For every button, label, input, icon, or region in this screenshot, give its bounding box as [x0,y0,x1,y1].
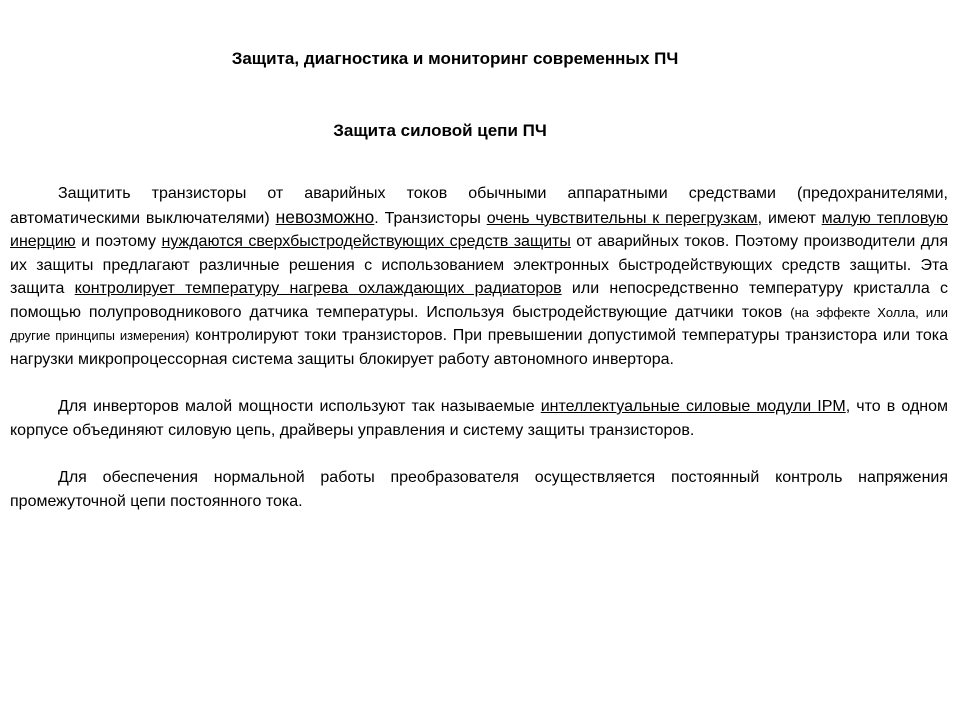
underlined-text-run: невозможно [275,206,375,227]
underlined-text-run: нуждаются сверхбыстродействующих средств защиты [161,233,571,250]
page-title: Защита, диагностика и мониторинг современных ПЧ [231,49,679,68]
body-text [10,182,948,513]
text-run: , имеют [757,209,822,227]
text-run: . Транзисторы [374,209,487,227]
text-run: или непосредственно температуру кристалла с помощью полупроводникового датчика температуры. Используя быстродействующие датчики токов [10,280,949,321]
text-run: контролируют токи транзисторов. При превышении допустимой температуры транзистора или тока нагрузки микропроцессорная система защиты блокирует работу автономного инвертора. [10,327,948,368]
underlined-text-run: интеллектуальные силовые модули IPM [540,398,846,415]
paragraph [10,395,948,442]
underlined-text-run: малую тепловую инерцию [10,209,949,250]
text-run: и поэтому [75,233,162,250]
text-run: Для инверторов малой мощности используют так называемые [58,398,541,415]
text-run: , что в одном корпусе объединяют силовую цепь, драйверы управления и систему защиты транзисторов. [10,398,949,439]
small-text-run: (на эффекте Холла, или другие принципы измерения) [10,304,948,343]
text-run: Для обеспечения нормальной работы преобразователя осуществляется постоянный контроль напряжения промежуточной цепи постоянного тока. [10,469,948,510]
underlined-text-run: очень чувствительны к перегрузкам [486,209,758,227]
text-run: от аварийных токов. Поэтому производители для их защиты предлагают различные решения с использованием электронных быстродействующих средств защиты. Эта защита [10,233,949,297]
underlined-text-run: контролирует температуру нагрева охлаждающих радиаторов [74,280,562,297]
paragraph [10,466,948,513]
paragraph [10,182,948,371]
section-title: Защита силовой цепи ПЧ [333,121,547,140]
text-run: Защитить транзисторы от аварийных токов обычными аппаратными средствами (предохранителями, автоматическими выключателями) [10,185,948,227]
